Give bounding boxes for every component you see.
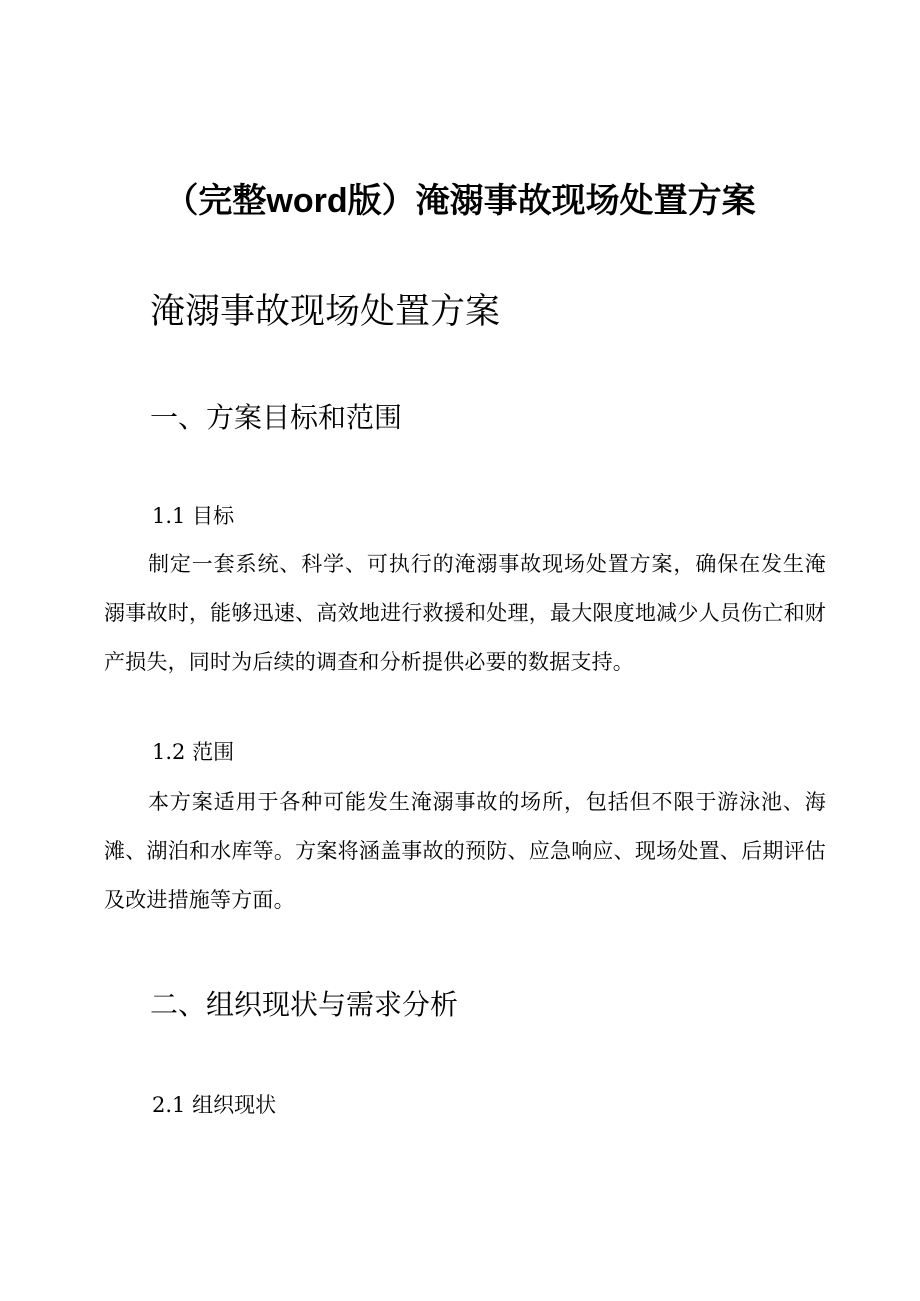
subsection-heading-1-1: 1.1 目标 <box>152 504 235 528</box>
document-title: （完整word版）淹溺事故现场处置方案 <box>164 182 756 220</box>
paragraph-goal: 制定一套系统、科学、可执行的淹溺事故现场处置方案，确保在发生淹溺事故时，能够迅速、高效地进行救援和处理，最大限度地减少人员伤亡和财产损失，同时为后续的调查和分析提供必要的数据支持。 <box>104 552 826 674</box>
document-subtitle: 淹溺事故现场处置方案 <box>150 292 501 331</box>
subsection-heading-2-1: 2.1 组织现状 <box>152 1093 277 1117</box>
subsection-heading-1-2: 1.2 范围 <box>152 740 235 764</box>
section-heading-2: 二、组织现状与需求分析 <box>150 989 459 1020</box>
paragraph-scope: 本方案适用于各种可能发生淹溺事故的场所，包括但不限于游泳池、海滩、湖泊和水库等。方案将涵盖事故的预防、应急响应、现场处置、后期评估及改进措施等方面。 <box>104 790 826 912</box>
section-heading-1: 一、方案目标和范围 <box>150 402 403 433</box>
